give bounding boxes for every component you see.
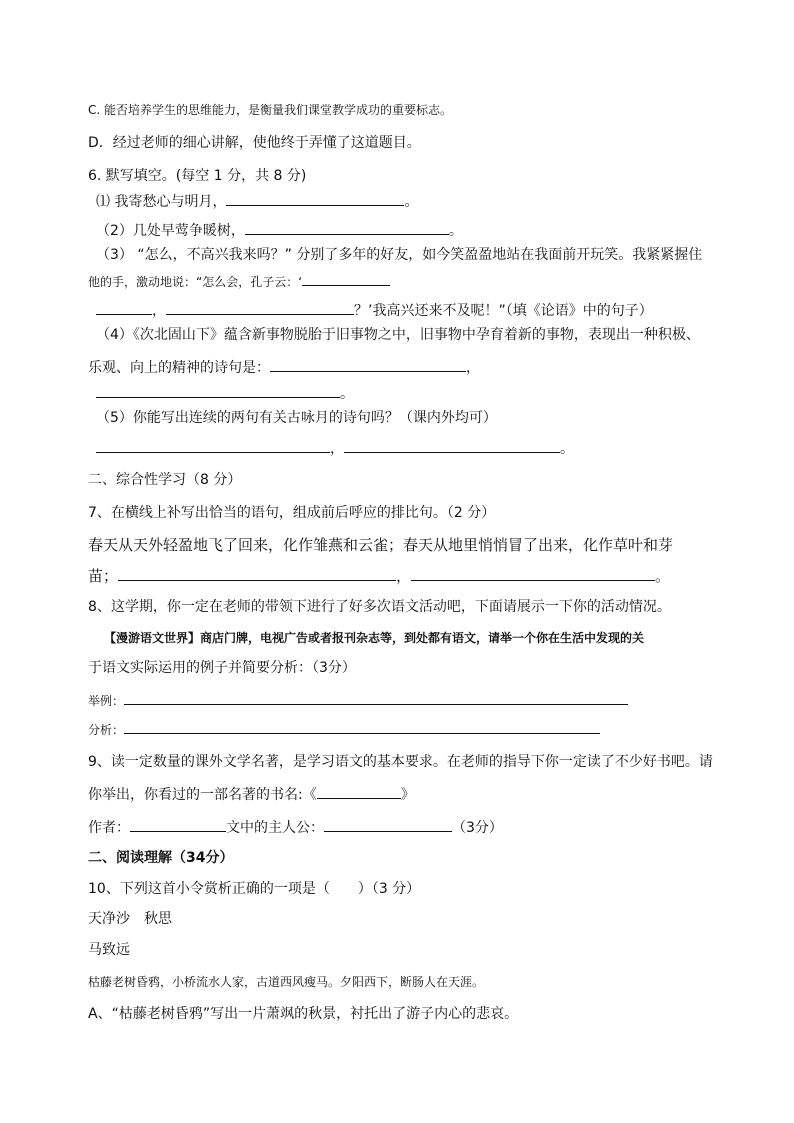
q6-3-text: 他的手，激动地说：“怎么会，孔子云：‘ <box>88 275 303 289</box>
q6-item-4-line3 <box>96 382 354 404</box>
q6-item-1 <box>96 190 418 212</box>
q9-book-open: 《 <box>302 787 317 803</box>
q6-4-sep: ， <box>466 360 480 376</box>
q6-item-3-line2 <box>88 272 390 292</box>
q7-text: 苗； <box>88 567 119 585</box>
q6-item-4-line1: （4）《次北固山下》蕴含新事物脱胎于旧事物之中，旧事物中孕育着新的事物，表现出一种积极、 <box>96 327 700 343</box>
q6-3-blank-1[interactable] <box>302 272 390 286</box>
q8-example-row <box>88 691 628 711</box>
q6-item-4-line2 <box>88 356 480 378</box>
q9-book-blank[interactable] <box>317 783 401 799</box>
q7-sep: ， <box>396 567 412 585</box>
q9-author-label: 作者： <box>88 820 130 836</box>
q9-hero-blank[interactable] <box>324 816 452 832</box>
q6-5-blank-2[interactable] <box>344 437 560 453</box>
q7-line1: 春天从天外轻盈地飞了回来，化作雏燕和云雀；春天从地里悄悄冒了出来，化作草叶和芽 <box>88 536 674 554</box>
poem-title: 天净沙 秋思 <box>88 911 172 927</box>
q6-5-sep: ， <box>330 441 344 457</box>
q8-analysis-blank[interactable] <box>124 720 600 734</box>
q9-book-label: 你举出，你看过的一部名著的书名: <box>88 787 303 803</box>
option-a: A、“枯藤老树昏鸦”写出一片萧飒的秋景，衬托出了游子内心的悲哀。 <box>88 1006 519 1022</box>
q6-2-end: 。 <box>448 223 463 239</box>
option-c: C. 能否培养学生的思维能力，是衡量我们课堂教学成功的重要标志。 <box>88 103 453 117</box>
q6-1-text: ⑴ 我寄愁心与明月， <box>96 194 227 210</box>
q7-end: 。 <box>655 567 671 585</box>
q6-item-5-line2 <box>96 437 574 459</box>
section-3-heading: 二、阅读理解（34分） <box>88 850 234 866</box>
question-10-title: 10、下列这首小令赏析正确的一项是（ ）（3 分） <box>88 881 421 897</box>
q6-4-end: 。 <box>340 386 354 402</box>
question-6-title: 6. 默写填空。(每空 1 分，共 8 分) <box>88 168 307 184</box>
q7-line2 <box>88 565 670 586</box>
q6-item-5-line1: （5）你能写出连续的两句有关古咏月的诗句吗？（课内外均可） <box>96 410 497 426</box>
q7-blank-2[interactable] <box>411 565 655 581</box>
q8-example-blank[interactable] <box>124 691 628 705</box>
q8-line1: 【漫游语文世界】商店门牌，电视广告或者报刊杂志等，到处都有语文，请举一个你在生活中发现的关 <box>104 631 645 645</box>
q6-2-blank[interactable] <box>245 219 449 235</box>
q6-5-blank-1[interactable] <box>96 437 330 453</box>
q6-item-2 <box>96 219 463 241</box>
q6-4-text: 乐观、向上的精神的诗句是： <box>88 360 270 376</box>
q6-3-blank-3[interactable] <box>166 299 354 315</box>
question-7-title: 7、在横线上补写出恰当的语句，组成前后呼应的排比句。（2 分） <box>88 505 496 521</box>
section-2-heading: 二、综合性学习（8 分） <box>88 472 242 488</box>
q6-3-sep: ， <box>152 303 166 319</box>
q9-book-close: 》 <box>400 787 415 803</box>
q6-4-blank-1[interactable] <box>270 356 466 372</box>
q9-score: （3分） <box>452 820 503 836</box>
q9-line1: 9、读一定数量的课外文学名著，是学习语文的基本要求。在老师的指导下你一定读了不少好书吧。请 <box>88 754 713 770</box>
poem-body: 枯藤老树昏鸦，小桥流水人家，古道西风瘦马。夕阳西下，断肠人在天涯。 <box>88 975 485 989</box>
q8-example-label: 举例： <box>88 694 125 708</box>
poem-author: 马致远 <box>88 942 130 958</box>
q9-line2 <box>88 783 415 805</box>
q8-analysis-row <box>88 720 600 740</box>
q6-2-text: （2）几处早莺争暖树， <box>96 223 245 239</box>
q6-3-blank-2[interactable] <box>96 299 152 315</box>
q6-item-3-line1: （3） “怎么，不高兴我来吗？” 分别了多年的好友，如今笑盈盈地站在我面前开玩笑。我紧紧握住 <box>96 247 703 263</box>
q6-item-3-line3 <box>96 299 653 321</box>
q9-hero-label: 文中的主人公： <box>226 820 324 836</box>
q6-1-end: 。 <box>404 194 419 210</box>
q8-analysis-label: 分析： <box>88 723 125 737</box>
option-d: D．经过老师的细心讲解，使他终于弄懂了这道题目。 <box>88 135 421 151</box>
question-8-title: 8、这学期，你一定在老师的带领下进行了好多次语文活动吧，下面请展示一下你的活动情况。 <box>88 599 671 615</box>
q6-5-end: 。 <box>560 441 574 457</box>
q7-blank-1[interactable] <box>118 565 396 581</box>
q6-1-blank[interactable] <box>226 190 404 206</box>
q9-author-blank[interactable] <box>130 816 226 832</box>
q9-line3 <box>88 816 503 838</box>
q6-4-blank-2[interactable] <box>96 382 340 398</box>
q8-line2: 于语文实际运用的例子并简要分析：（3分） <box>88 660 356 676</box>
q6-3-end: ？’我高兴还来不及呢！”（填《论语》中的句子） <box>354 303 653 319</box>
